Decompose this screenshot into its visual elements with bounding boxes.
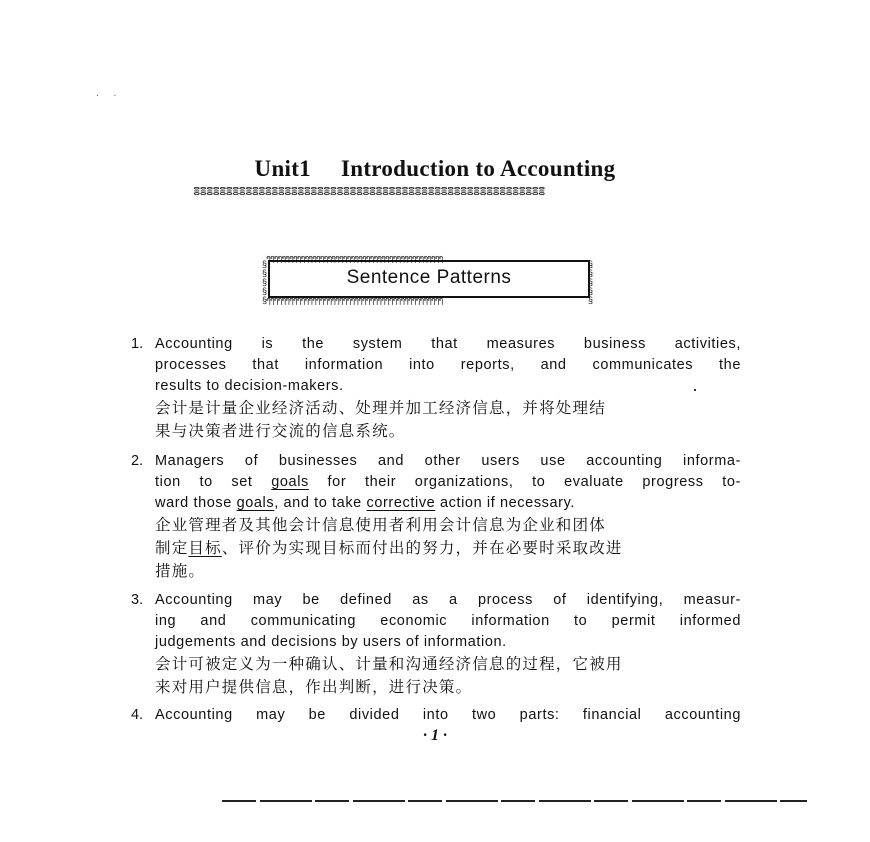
sentence-item-2 (131, 451, 741, 583)
item-number: 2. (131, 453, 144, 469)
underlined-word-corrective: corrective (366, 495, 436, 511)
text-run: 制定 (155, 539, 189, 557)
text-run: action if necessary. (435, 495, 576, 511)
text-run: for their organizations, to evaluate progress to- (308, 474, 741, 490)
item-chinese-line (155, 537, 741, 560)
text-run: ward those (155, 495, 237, 511)
item-number: 1. (131, 336, 144, 352)
unit-title-text: Introduction to Accounting (340, 156, 616, 181)
item-chinese-line: 会计是计量企业经济活动、处理并加工经济信息，并将处理结 (155, 399, 606, 417)
unit-title (0, 156, 870, 182)
item-chinese-line: 企业管理者及其他会计信息使用者利用会计信息为企业和团体 (155, 516, 606, 534)
bottom-rule (222, 800, 807, 802)
item-english-line (155, 493, 741, 514)
item-english-line: ing and communicating economic information to permit informed (155, 613, 741, 629)
item-english-line: Accounting may be divided into two parts: financial accounting (155, 707, 741, 723)
vine-border-left: §§§§§ (262, 259, 268, 305)
item-english-line: Accounting may be defined as a process of identifying, measur- (155, 592, 741, 608)
unit-label: Unit1 (254, 156, 311, 181)
title-ornament-border: ⴻⴻⴻⴻⴻⴻⴻⴻⴻⴻⴻⴻⴻⴻⴻⴻⴻⴻⴻⴻⴻⴻⴻⴻⴻⴻⴻⴻⴻⴻⴻⴻⴻⴻⴻⴻⴻⴻⴻⴻⴻⴻⴻⴻⴻⴻⴻⴻⴻⴻⴻⴻⴻⴻ (193, 186, 545, 198)
item-number: 4. (131, 707, 144, 723)
section-heading: Sentence Patterns (346, 267, 512, 288)
item-english-line: Managers of businesses and other users use accounting informa- (155, 453, 741, 469)
item-number: 3. (131, 592, 144, 608)
underlined-word-mubiao: 目标 (188, 539, 222, 557)
vine-border-bottom: ๆๆๆๆๆๆๆๆๆๆๆๆๆๆๆๆๆๆๆๆๆๆๆๆๆๆๆๆๆๆๆๆๆๆๆๆๆๆๆๆๆๆๆๆๆๆ (266, 295, 443, 305)
item-english-line: results to decision-makers. (155, 378, 344, 394)
text-run: , and to take (274, 495, 367, 511)
item-english-line: judgements and decisions by users of information. (155, 634, 507, 650)
item-chinese-line: 来对用户提供信息，作出判断，进行决策。 (155, 678, 473, 696)
sentence-item-3 (131, 590, 741, 699)
item-chinese-line: 会计可被定义为一种确认、计量和沟通经济信息的过程，它被用 (155, 655, 623, 673)
text-run: tion to set (155, 474, 272, 490)
item-english-line: Accounting is the system that measures business activities, (155, 336, 741, 352)
item-english-line: processes that information into reports, and communicates the (155, 357, 741, 373)
page-number: · 1 · (423, 727, 447, 744)
vine-border-top: ๆๆๆๆๆๆๆๆๆๆๆๆๆๆๆๆๆๆๆๆๆๆๆๆๆๆๆๆๆๆๆๆๆๆๆๆๆๆๆๆๆๆๆๆๆๆ (266, 253, 443, 263)
scan-marks: . . (96, 88, 123, 99)
section-heading-frame (262, 254, 596, 304)
item-chinese-line: 措施。 (155, 562, 206, 580)
item-chinese-line: 果与决策者进行交流的信息系统。 (155, 422, 406, 440)
sentence-item-1 (131, 334, 741, 443)
underlined-word-goals: goals (271, 474, 309, 490)
text-run: 、评价为实现目标而付出的努力，并在必要时采取改进 (221, 539, 623, 557)
item-english-line (155, 472, 741, 493)
sentence-item-4 (131, 705, 741, 726)
vine-border-right: §§§§§ (588, 259, 594, 305)
underlined-word-goals: goals (236, 495, 275, 511)
